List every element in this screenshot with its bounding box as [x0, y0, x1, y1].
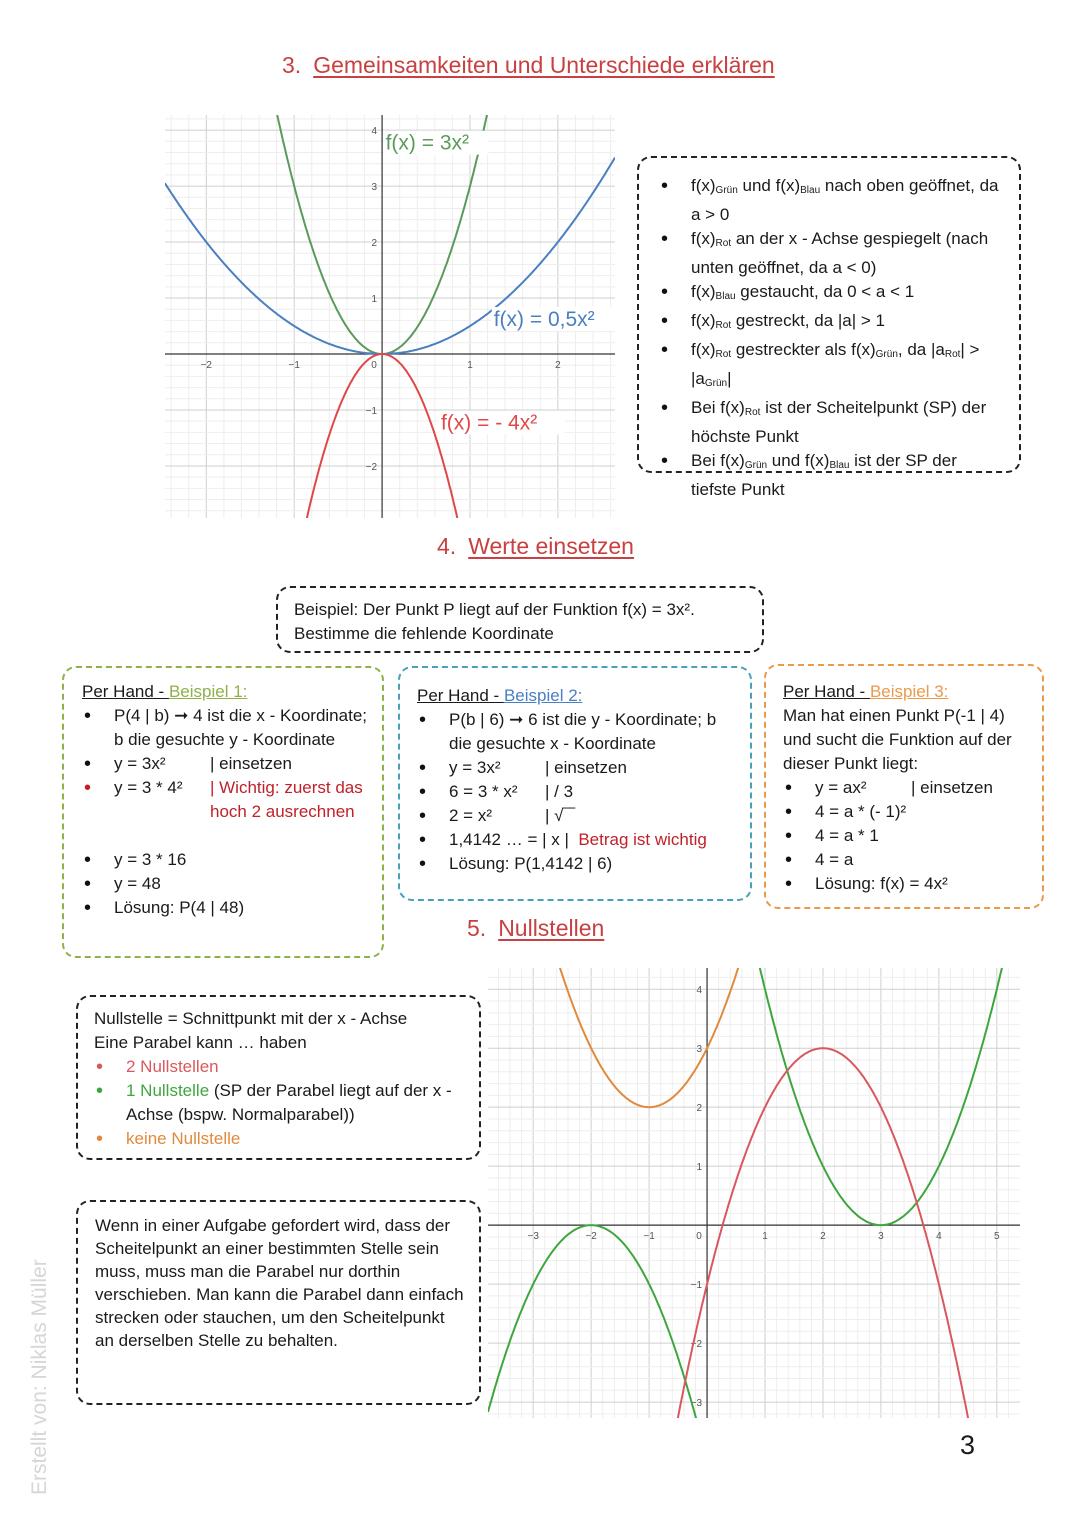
step-formula: 4 = a * (- 1)² — [815, 802, 907, 821]
x-tick-label: −1 — [643, 1231, 655, 1243]
example-text: Bestimme die fehlende Koordinate — [294, 624, 554, 643]
subscript: Grün — [704, 378, 728, 389]
nullstelle-definition: Nullstelle = Schnittpunkt mit der x - Achse — [94, 1009, 408, 1028]
property-item — [659, 174, 1005, 227]
x-tick-label: 5 — [994, 1231, 1000, 1243]
nullstelle-case: keine Nullstelle — [126, 1129, 241, 1148]
nullstelle-case: 2 Nullstellen — [126, 1057, 219, 1076]
y-tick-label: 2 — [371, 238, 378, 250]
property-text: f(x) — [691, 340, 716, 359]
example-heading — [417, 684, 740, 708]
subscript: Rot — [715, 238, 732, 249]
step-formula: P(b | 6) ➞ 6 ist die y - Koordinate; b die gesuchte x - Koordinate — [449, 710, 717, 753]
section-3-heading — [282, 52, 775, 79]
example-step — [82, 896, 372, 920]
x-tick-label: −1 — [288, 360, 300, 372]
example-step — [417, 852, 740, 876]
step-formula: 6 = 3 * x² — [449, 782, 518, 801]
step-formula: y = 3x² — [114, 754, 166, 773]
example-step — [417, 708, 740, 756]
example-heading-label: Beispiel 2: — [503, 686, 583, 705]
curve-label: f(x) = - 4x² — [440, 411, 538, 435]
example-steps — [783, 776, 1034, 896]
step-formula: Lösung: P(4 | 48) — [114, 898, 245, 917]
example-heading-label: Beispiel 1: — [168, 682, 248, 701]
nullstelle-explanation: (SP der Parabel liegt auf der x - Achse (bspw. Normalparabel)) — [126, 1081, 452, 1124]
property-text: ist der SP der tiefste Punkt — [691, 451, 957, 499]
example-heading-label: Beispiel 3: — [869, 682, 949, 701]
property-text: | — [727, 369, 732, 388]
step-note: Betrag ist wichtig — [568, 830, 707, 849]
property-text: gestreckter als f(x) — [731, 340, 876, 359]
step-formula: 4 = a — [815, 850, 854, 869]
x-tick-label: 0 — [696, 1231, 702, 1243]
nullstelle-item — [94, 1079, 465, 1127]
x-tick-label: −2 — [200, 360, 213, 372]
example-intro-text: Man hat einen Punkt P(-1 | 4) und sucht die Funktion auf der dieser Punkt liegt: — [783, 706, 1012, 773]
example-2-box — [398, 666, 752, 901]
subscript: Rot — [715, 320, 732, 331]
example-heading — [783, 680, 1034, 704]
example-steps — [417, 708, 740, 876]
step-formula: Lösung: P(1,4142 | 6) — [449, 854, 613, 873]
step-note: | einsetzen — [911, 778, 993, 797]
x-tick-label: −3 — [527, 1231, 539, 1243]
example-step — [82, 752, 372, 776]
y-tick-label: 1 — [371, 294, 378, 306]
property-text: , da |a — [897, 340, 945, 359]
subscript: Blau — [800, 185, 821, 196]
nullstelle-item — [94, 1055, 465, 1079]
step-formula: Lösung: f(x) = 4x² — [815, 874, 948, 893]
property-text: Bei f(x) — [691, 398, 745, 417]
example-heading — [82, 680, 372, 704]
step-formula: y = ax² — [815, 778, 867, 797]
step-formula: P(4 | b) ➞ 4 ist die x - Koordinate; b die gesuchte y - Koordinate — [114, 706, 367, 749]
curve-label: f(x) = 3x² — [385, 131, 470, 155]
section-number: 4. — [437, 533, 457, 559]
y-tick-label: 4 — [696, 985, 703, 997]
subscript: Rot — [744, 407, 761, 418]
x-tick-label: 2 — [555, 360, 561, 372]
property-text: Bei f(x) — [691, 451, 745, 470]
properties-box — [637, 156, 1021, 499]
curve-label: f(x) = 0,5x² — [493, 308, 595, 332]
x-tick-label: 0 — [371, 360, 377, 372]
y-tick-label: −3 — [690, 1398, 703, 1410]
section-title: Nullstellen — [498, 915, 605, 941]
section-number: 5. — [467, 915, 487, 941]
property-text: und f(x) — [737, 176, 801, 195]
y-tick-label: −2 — [365, 461, 378, 473]
y-tick-label: 3 — [696, 1044, 703, 1056]
property-text: f(x) — [691, 176, 716, 195]
section-title: Gemeinsamkeiten und Unterschiede erklären — [313, 52, 775, 78]
example-text: Beispiel: Der Punkt P liegt auf der Funktion f(x) = 3x². — [294, 600, 695, 619]
example-step — [783, 800, 1034, 824]
properties-list — [659, 174, 1005, 502]
step-note: | einsetzen — [545, 758, 627, 777]
property-text: | > |a — [691, 340, 980, 388]
nullstelle-text: Eine Parabel kann … haben — [94, 1033, 307, 1052]
example-heading-prefix: Per Hand - — [783, 682, 870, 701]
step-formula: 2 = x² — [449, 806, 492, 825]
example-intro-box — [276, 586, 764, 653]
nullstelle-list — [94, 1055, 465, 1151]
subscript: Blau — [829, 460, 850, 471]
subscript: Blau — [715, 291, 736, 302]
example-step — [417, 780, 740, 804]
property-text: und f(x) — [767, 451, 830, 470]
subscript: Rot — [944, 349, 961, 360]
section-number: 3. — [282, 52, 302, 78]
parabola-curve — [165, 354, 615, 518]
example-step — [417, 756, 740, 780]
nullstelle-case: 1 Nullstelle — [126, 1081, 210, 1100]
property-text: f(x) — [691, 282, 716, 301]
example-step — [783, 776, 1034, 800]
subscript: Grün — [715, 185, 738, 196]
example-step — [82, 776, 372, 848]
parabola-chart-zeros — [488, 968, 1020, 1418]
x-tick-label: 4 — [936, 1231, 942, 1243]
step-formula: 1,4142 … = | x | — [449, 830, 569, 849]
property-text: f(x) — [691, 311, 716, 330]
subscript: Rot — [715, 349, 732, 360]
section-5-heading — [467, 915, 604, 942]
y-tick-label: −1 — [365, 405, 378, 417]
example-3-box — [764, 664, 1044, 909]
y-tick-label: 3 — [371, 182, 378, 194]
property-text: f(x) — [691, 229, 716, 248]
property-item — [659, 280, 1005, 309]
example-step — [417, 828, 740, 852]
property-item — [659, 449, 1005, 502]
y-tick-label: 4 — [371, 126, 378, 138]
example-step — [82, 704, 372, 752]
parabola-chart-stretch — [165, 115, 615, 518]
y-tick-label: 1 — [696, 1162, 703, 1174]
example-heading-prefix: Per Hand - — [82, 682, 169, 701]
x-tick-label: 2 — [820, 1231, 826, 1243]
property-item — [659, 338, 1005, 396]
shift-note-text: Wenn in einer Aufgabe gefordert wird, dass der Scheitelpunkt an einer bestimmten Stelle sein muss, muss man die Parabel nur dorthin verschieben. Man kann die Parabel dann einfach strecken oder stauchen, um den Scheitelpunkt an derselben Stelle zu behalten. — [95, 1216, 464, 1350]
step-formula: y = 3x² — [449, 758, 501, 777]
property-text: an der x - Achse gespiegelt (nach unten geöffnet, da a < 0) — [691, 229, 989, 277]
step-note: | Wichtig: zuerst das hoch 2 ausrechnen — [210, 778, 363, 821]
property-item — [659, 309, 1005, 338]
step-note: | einsetzen — [210, 754, 292, 773]
example-step — [783, 848, 1034, 872]
example-step — [82, 872, 372, 896]
page-number: 3 — [960, 1430, 976, 1460]
property-text: ist der Scheitelpunkt (SP) der höchste Punkt — [691, 398, 987, 446]
x-tick-label: 1 — [762, 1231, 768, 1243]
example-heading-prefix: Per Hand - — [417, 686, 504, 705]
y-tick-label: −1 — [690, 1280, 703, 1292]
step-formula: y = 48 — [114, 874, 161, 893]
subscript: Grün — [875, 349, 898, 360]
property-text: gestreckt, da |a| > 1 — [731, 311, 885, 330]
step-formula: y = 3 * 16 — [114, 850, 187, 869]
example-step — [783, 872, 1034, 896]
x-tick-label: −2 — [585, 1231, 597, 1243]
step-formula: • y = 3 * 4² — [114, 778, 183, 797]
watermark: Erstellt von: Niklas Müller — [28, 1259, 51, 1495]
x-tick-label: 3 — [878, 1231, 884, 1243]
section-4-heading — [437, 533, 634, 560]
example-step — [417, 804, 740, 828]
property-item — [659, 396, 1005, 449]
property-item — [659, 227, 1005, 280]
nullstelle-item — [94, 1127, 465, 1151]
step-formula: 4 = a * 1 — [815, 826, 879, 845]
subscript: Grün — [744, 460, 768, 471]
example-steps — [82, 704, 372, 920]
property-text: nach oben geöffnet, da a > 0 — [691, 176, 999, 224]
example-step — [82, 848, 372, 872]
property-text: gestaucht, da 0 < a < 1 — [735, 282, 915, 301]
example-1-box — [62, 666, 384, 958]
x-tick-label: 1 — [467, 360, 473, 372]
y-tick-label: −2 — [690, 1339, 703, 1351]
step-note: | √‾‾ — [545, 806, 575, 825]
nullstelle-box — [76, 995, 481, 1160]
section-title: Werte einsetzen — [468, 533, 634, 559]
step-note: | / 3 — [545, 782, 574, 801]
example-step — [783, 824, 1034, 848]
shift-note-box — [76, 1200, 481, 1405]
y-tick-label: 2 — [696, 1103, 703, 1115]
